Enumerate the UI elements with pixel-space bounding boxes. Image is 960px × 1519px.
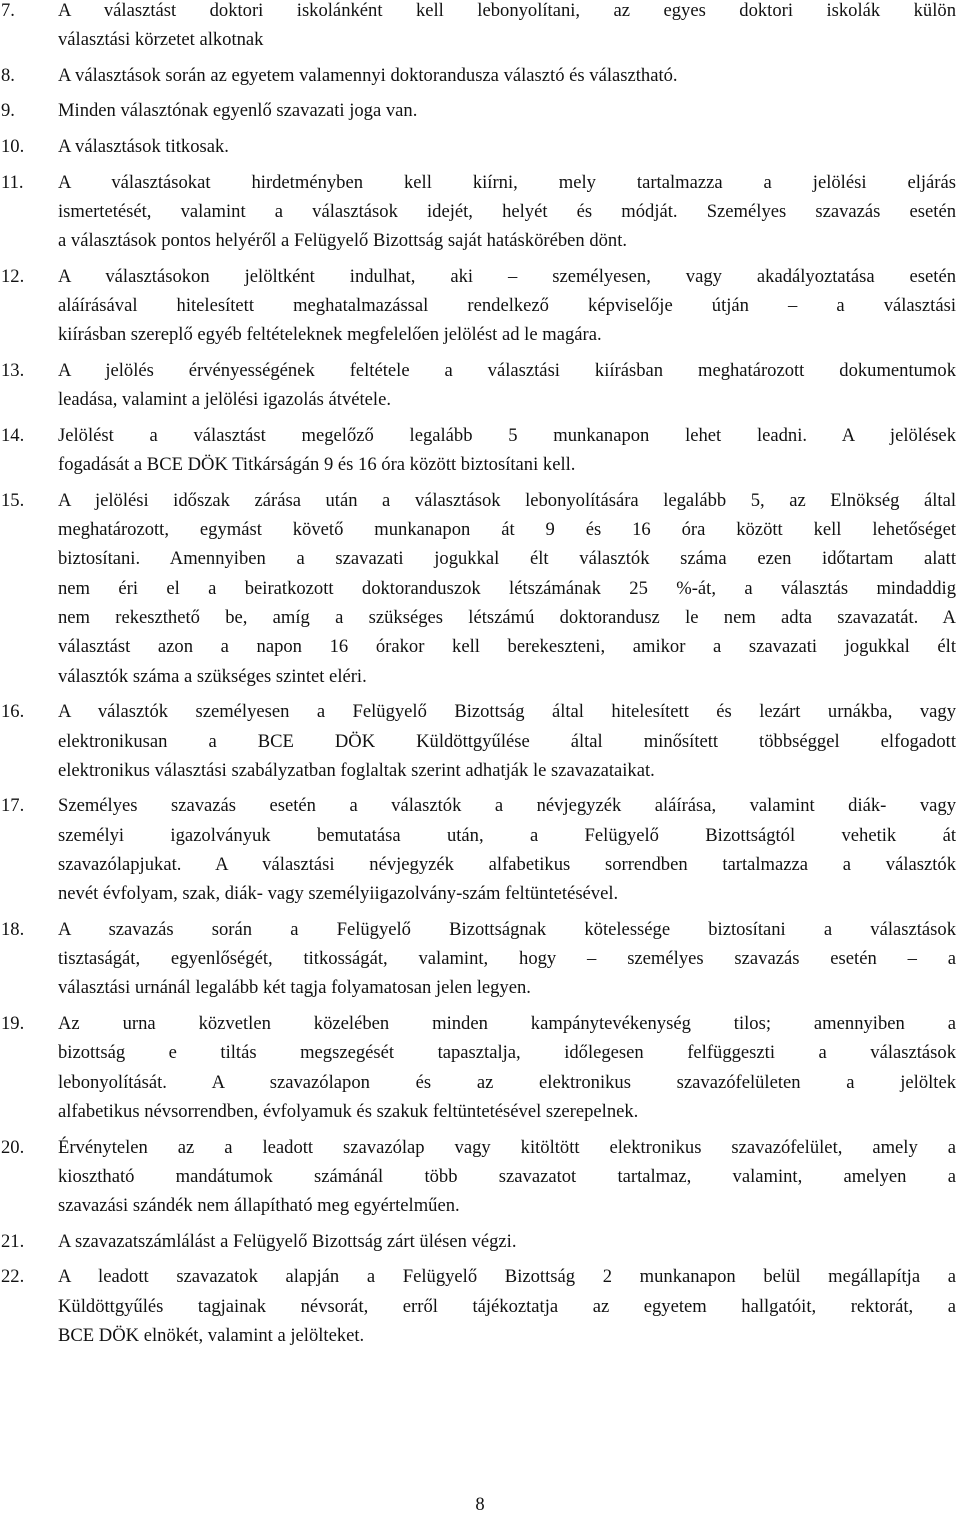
item-number: 19. (1, 1013, 25, 1035)
text-line: A jelölés érvényességének feltétele a választási kiírásban meghatározott dokumentumok (58, 360, 956, 382)
text-line: választási körzetet alkotnak (58, 29, 264, 51)
list-item (0, 421, 956, 480)
item-text (58, 915, 956, 1003)
item-number: 7. (1, 0, 15, 21)
item-number: 18. (1, 918, 25, 940)
item-text (58, 262, 956, 350)
text-line: a választások pontos helyéről a Felügyelő Bizottság saját hatáskörében dönt. (58, 230, 628, 252)
text-line: személyi igazolványuk bemutatása után, a Felügyelő Bizottságtól vehetik át (58, 824, 956, 846)
item-text (58, 1133, 956, 1221)
text-line: A választást doktori iskolánként kell lebonyolítani, az egyes doktori iskolák külön (58, 0, 956, 21)
list-item (0, 168, 956, 256)
text-line: ismertetését, valamint a választások idejét, helyét és módját. Személyes szavazás esetén (58, 200, 956, 222)
text-line: szavazási szándék nem állapítható meg egyértelműen. (58, 1195, 460, 1217)
item-text (58, 132, 956, 161)
text-line: választási urnánál legalább két tagja folyamatosan jelen legyen. (58, 977, 531, 999)
text-line: A választások titkosak. (58, 136, 229, 158)
text-line: A szavazás során a Felügyelő Bizottságnak kötelessége biztosítani a választások (58, 918, 956, 940)
item-number: 20. (1, 1136, 25, 1158)
item-number: 10. (1, 136, 25, 158)
text-line: választást azon a napon 16 órakor kell berekeszteni, amikor a szavazati jogukkal élt (58, 636, 956, 658)
text-line: kiírásban szereplő egyéb feltételeknek megfelelően jelölést ad le magára. (58, 324, 602, 346)
list-item (0, 1262, 956, 1350)
text-line: A leadott szavazatok alapján a Felügyelő Bizottság 2 munkanapon belül megállapítja a (58, 1266, 956, 1288)
text-line: A választók személyesen a Felügyelő Bizottság által hitelesített és lezárt urnákba, vagy (58, 701, 956, 723)
item-number: 16. (1, 701, 25, 723)
item-number: 21. (1, 1230, 25, 1252)
page-number: 8 (475, 1494, 485, 1515)
text-line: Jelölést a választást megelőző legalább 5 munkanapon lehet leadni. A jelölések (58, 424, 956, 446)
item-number: 8. (1, 64, 15, 86)
text-line: lebonyolítását. A szavazólapon és az elektronikus szavazófelületen a jelöltek (58, 1071, 956, 1093)
item-number: 12. (1, 265, 25, 287)
text-line: A választások során az egyetem valamennyi doktorandusza választó és választható. (58, 64, 678, 86)
list-item (0, 356, 956, 415)
text-line: Küldöttgyűlés tagjainak névsorát, erről tájékoztatja az egyetem hallgatóit, rektorát, a (58, 1295, 956, 1317)
text-line: alfabetikus névsorrendben, évfolyamuk és szakuk feltüntetésével szerepelnek. (58, 1100, 639, 1122)
list-item (0, 1009, 956, 1126)
list-item (0, 132, 956, 161)
text-line: elektronikusan a BCE DÖK Küldöttgyűlése által minősített többséggel elfogadott (58, 730, 956, 752)
text-line: fogadását a BCE DÖK Titkárságán 9 és 16 óra között biztosítani kell. (58, 454, 576, 476)
text-line: bizottság e tiltás megszegését tapasztalja, időlegesen felfüggeszti a választások (58, 1042, 956, 1064)
text-line: szavazólapjukat. A választási névjegyzék alfabetikus sorrendben tartalmazza a választók (58, 853, 956, 875)
list-item (0, 486, 956, 691)
text-line: A választásokat hirdetményben kell kiírni, mely tartalmazza a jelölési eljárás (58, 171, 956, 193)
item-text (58, 356, 956, 415)
item-number: 22. (1, 1266, 25, 1288)
text-line: tisztaságát, egyenlőségét, titkosságát, valamint, hogy – személyes szavazás esetén – a (58, 948, 956, 970)
text-line: aláírásával hitelesített meghatalmazással rendelkező képviselője útján – a választási (58, 295, 956, 317)
text-line: leadása, valamint a jelölési igazolás átvétele. (58, 389, 391, 411)
item-number: 17. (1, 795, 25, 817)
text-line: A szavazatszámlálást a Felügyelő Bizottság zárt ülésen végzi. (58, 1230, 517, 1252)
text-line: elektronikus választási szabályzatban foglaltak szerint adhatják le szavazataikat. (58, 759, 655, 781)
item-text (58, 96, 956, 125)
text-line: Személyes szavazás esetén a választók a névjegyzék aláírása, valamint diák- vagy (58, 795, 956, 817)
list-item (0, 791, 956, 908)
text-line: meghatározott, egymást követő munkanapon át 9 és 16 óra között kell lehetőséget (58, 519, 956, 541)
item-text (58, 791, 956, 908)
item-text (58, 61, 956, 90)
item-text (58, 168, 956, 256)
item-text (58, 1262, 956, 1350)
list-item (0, 96, 956, 125)
item-text (58, 697, 956, 785)
item-number: 14. (1, 424, 25, 446)
text-line: kiosztható mandátumok számánál több szavazatot tartalmaz, valamint, amelyen a (58, 1165, 956, 1187)
item-number: 13. (1, 360, 25, 382)
text-line: nevét évfolyam, szak, diák- vagy személyiigazolvány-szám feltüntetésével. (58, 883, 619, 905)
text-line: A jelölési időszak zárása után a választások lebonyolítására legalább 5, az Elnökség által (58, 489, 956, 511)
text-line: Az urna közvetlen közelében minden kampánytevékenység tilos; amennyiben a (58, 1013, 956, 1035)
item-text (58, 1227, 956, 1256)
list-item (0, 1227, 956, 1256)
list-item (0, 0, 956, 55)
list-item (0, 697, 956, 785)
text-line: Érvénytelen az a leadott szavazólap vagy kitöltött elektronikus szavazófelület, amely a (58, 1136, 956, 1158)
list-item (0, 262, 956, 350)
text-line: nem éri el a beiratkozott doktoranduszok létszámának 25 %-át, a választás mindaddig (58, 577, 956, 599)
item-text (58, 421, 956, 480)
text-line: választók száma a szükséges szintet eléri. (58, 665, 367, 687)
item-number: 11. (1, 171, 24, 193)
item-number: 15. (1, 489, 25, 511)
text-line: biztosítani. Amennyiben a szavazati jogukkal élt választók száma ezen időtartam alatt (58, 548, 956, 570)
item-text (58, 1009, 956, 1126)
list-item (0, 1133, 956, 1221)
text-line: Minden választónak egyenlő szavazati joga van. (58, 100, 418, 122)
item-text (58, 0, 956, 55)
text-line: nem rekeszthető be, amíg a szükséges létszámú doktorandusz le nem adta szavazatát. A (58, 607, 956, 629)
text-line: BCE DÖK elnökét, valamint a jelölteket. (58, 1324, 365, 1346)
item-number: 9. (1, 100, 15, 122)
text-line: A választásokon jelöltként indulhat, aki – személyesen, vagy akadályoztatása esetén (58, 265, 956, 287)
list-item (0, 915, 956, 1003)
item-text (58, 486, 956, 691)
list-item (0, 61, 956, 90)
